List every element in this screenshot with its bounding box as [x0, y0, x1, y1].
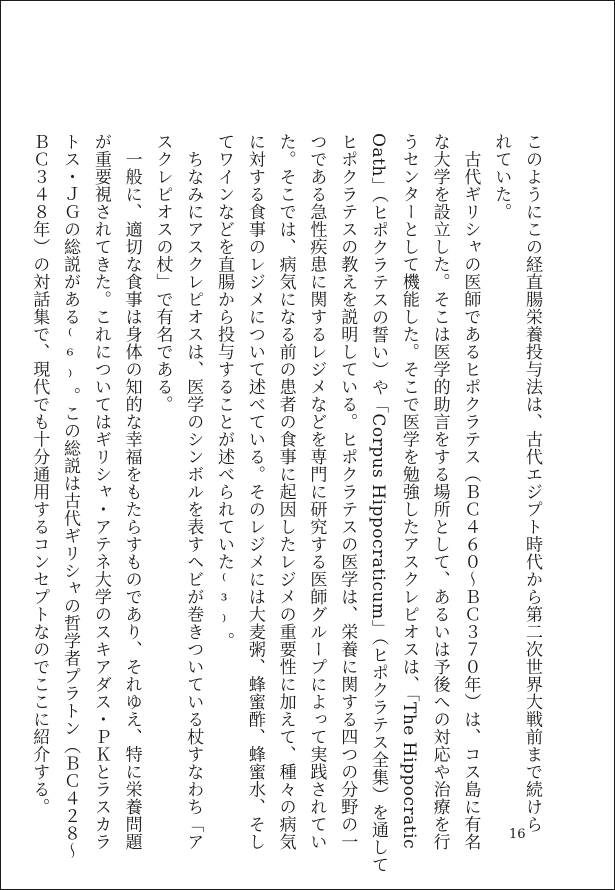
text-line: が重要視されてきた。これについてはギリシャ・アテネ大学のスキアダス・ＰＫとラスカラ — [90, 133, 111, 851]
text-line: このようにこの経直腸栄養投与法は、古代エジプト時代から第二次世界大戦前まで続けら — [522, 133, 542, 833]
text-line: れていた。 — [491, 133, 512, 221]
text-line: 一般に、適切な食事は身体の知的な幸福をもたらすものであり、それゆえ、特に栄養問題 — [121, 133, 142, 851]
text-line: に対する食事のレジメについて述べている。そのレジメには大麦粥、蜂蜜酢、蜂蜜水、そし — [244, 133, 265, 851]
text-line: Oath」（ヒポクラテスの誓い）や「Corpus Hippocraticum」（ヒポクラテス全集）を通して — [368, 133, 389, 874]
text-line: た。そこでは、病気になる前の患者の食事に起因したレジメの重要性に加えて、種々の病気 — [275, 133, 296, 851]
text-line: てワインなどを直腸から投与することが述べられていた⁽³⁾。 — [214, 133, 235, 650]
text-line: 古代ギリシャの医師であるヒポクラテス（ＢＣ４６０～ＢＣ３７０年）は、コス島に有名 — [460, 133, 481, 851]
page-number: 16 — [509, 827, 526, 842]
text-line: な大学を設立した。そこは医学的助言をする場所として、あるいは予後への対応や治療を行 — [429, 133, 450, 851]
text-line: ＢＣ３４８年）の対話集で、現代でも十分通用するコンセプトなのでここに紹介する。 — [29, 133, 50, 816]
text-line: うセンターとして機能した。そこで医学を勉強したアスクレピオスは、「The Hippocratic — [398, 133, 419, 850]
text-line: ヒポクラテスの教えを説明している。ヒポクラテスの医学は、栄養に関する四つの分野の一 — [337, 133, 358, 851]
text-line: ちなみにアスクレピオスは、医学のシンボルを表すヘビが巻きついている杖すなわち「ア — [183, 133, 204, 851]
text-line: つである急性疾患に関するレジメなどを専門に研究する医師グループによって実践されてい — [306, 133, 327, 851]
text-line: スクレピオスの杖」で有名である。 — [152, 133, 173, 413]
text-line: トス・ＪＧの総説がある⁽⁶⁾。この総説は古代ギリシャの哲学者プラトン（ＢＣ４２８～ — [60, 133, 81, 860]
